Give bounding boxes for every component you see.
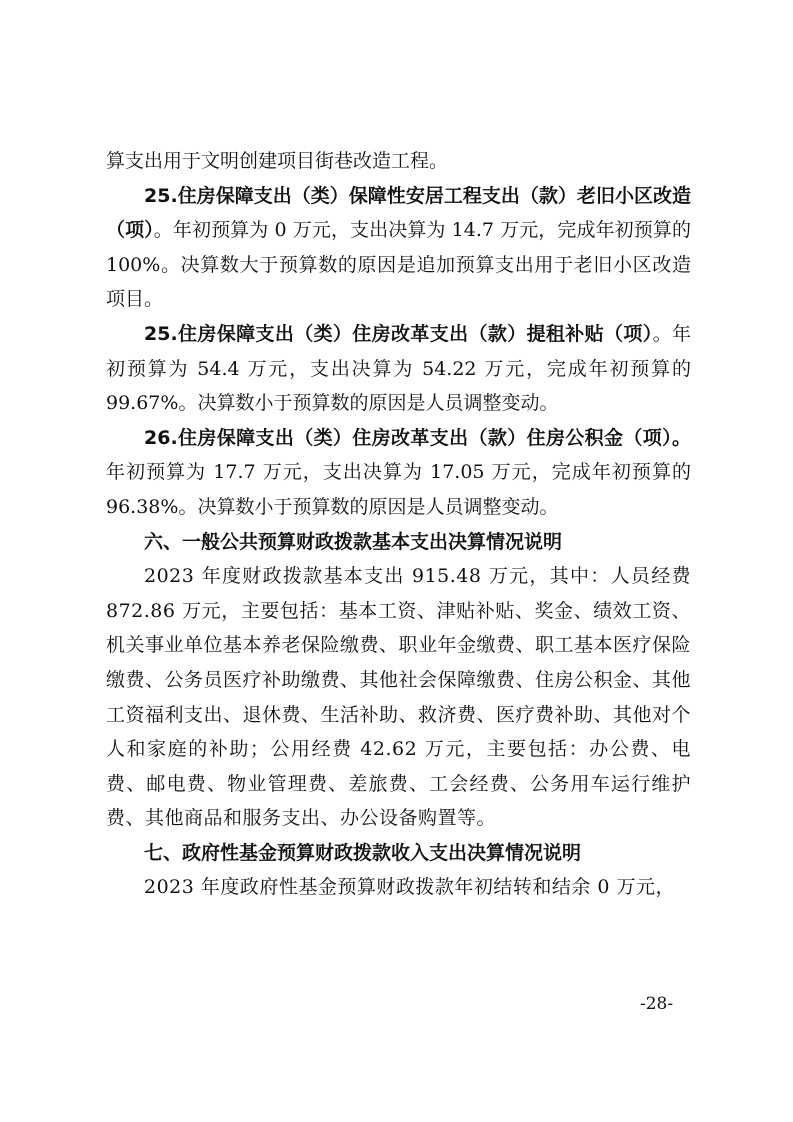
paragraph-text: 算支出用于文明创建项目街巷改造工程。	[106, 150, 449, 172]
paragraph-item-25-rent-subsidy	[106, 317, 691, 421]
paragraph-fund-budget	[106, 870, 691, 905]
paragraph-text: 2023 年度财政拨款基本支出 915.48 万元，其中：人员经费 872.86 万元，主要包括：基本工资、津贴补贴、奖金、绩效工资、机关事业单位基本养老保险缴费、职业年金缴费、职工基本医疗保险缴费、公务员医疗补助缴费、其他社会保障缴费、住房公积金、其他工资福利支出、退休费、生活补助、救济费、医疗费补助、其他对个人和家庭的补助；公用经费 42.62 万元，主要包括：办公费、电费、邮电费、物业管理费、差旅费、工会经费、公务用车运行维护费、其他商品和服务支出、办公设备购置等。	[106, 565, 692, 830]
paragraph-basic-expenditure	[106, 559, 691, 836]
item-text: 。年初预算为 54.4 万元，支出决算为 54.22 万元，完成年初预算的 99.67%。决算数小于预算数的原因是人员调整变动。	[106, 322, 691, 415]
section-heading-six: 六、一般公共预算财政拨款基本支出决算情况说明	[144, 530, 563, 553]
paragraph-item-25-renovation	[106, 179, 691, 317]
item-title: 25.住房保障支出（类）保障性安居工程支出（款）老旧小区改造（项）	[106, 184, 691, 242]
paragraph-text: 2023 年度政府性基金预算财政拨款年初结转和结余 0 万元，	[144, 876, 676, 899]
paragraph-item-26-housing-fund	[106, 421, 691, 525]
item-text: 年初预算为 17.7 万元，支出决算为 17.05 万元，完成年初预算的 96.38%。决算数小于预算数的原因是人员调整变动。	[106, 461, 691, 518]
item-title: 25.住房保障支出（类）住房改革支出（款）提租补贴（项）	[144, 322, 653, 345]
section-heading-seven: 七、政府性基金预算财政拨款收入支出决算情况说明	[144, 841, 582, 864]
item-text: 。年初预算为 0 万元，支出决算为 14.7 万元，完成年初预算的 100%。决算数大于预算数的原因是追加预算支出用于老旧小区改造项目。	[106, 219, 691, 311]
page-number: -28-	[640, 994, 674, 1014]
document-body	[106, 144, 691, 905]
paragraph-continuation	[106, 144, 691, 179]
item-title: 26.住房保障支出（类）住房改革支出（款）住房公积金（项）。	[144, 426, 691, 449]
